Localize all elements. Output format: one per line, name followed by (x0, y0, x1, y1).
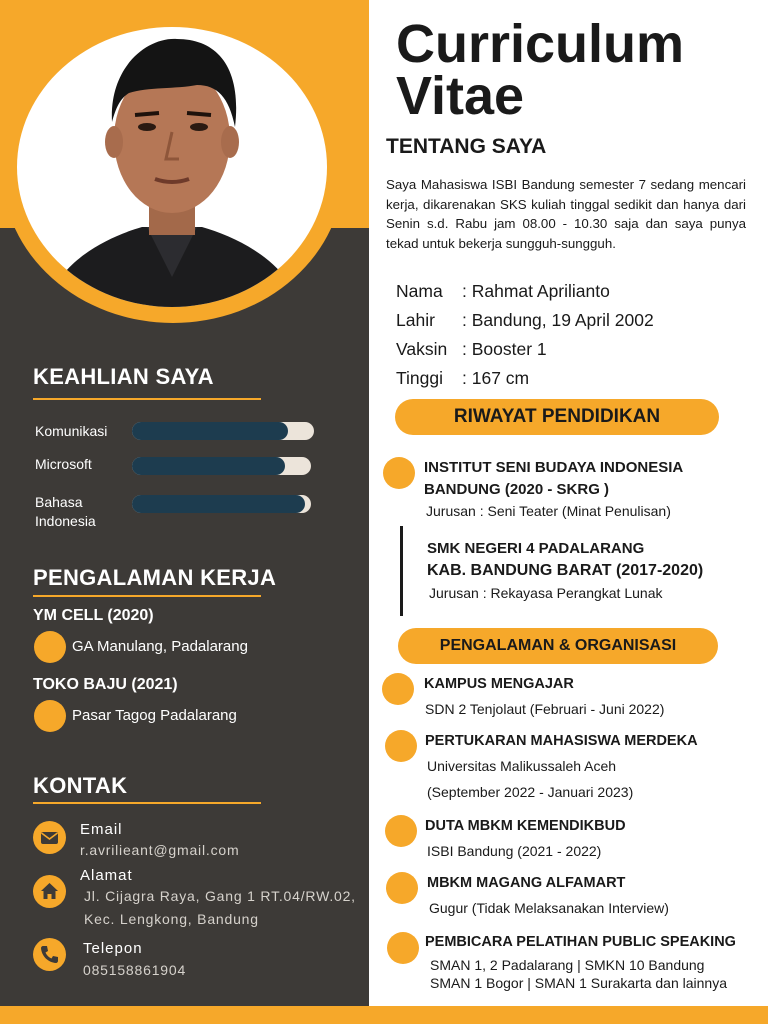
job-place: GA Manulang, Padalarang (72, 638, 248, 655)
cv-title-line1: Curriculum (396, 14, 685, 74)
phone-icon (33, 938, 66, 971)
address-label: Alamat (80, 867, 133, 884)
job-title: TOKO BAJU (2021) (33, 676, 178, 693)
skill-bar-fill (132, 495, 305, 513)
contact-divider (33, 802, 261, 804)
experience-title: KAMPUS MENGAJAR (424, 676, 574, 692)
phone-label: Telepon (83, 940, 143, 957)
skill-bar (132, 457, 311, 475)
skill-label: Microsoft (35, 456, 92, 472)
info-key: Vaksin (396, 339, 448, 359)
person-portrait (17, 27, 327, 307)
info-key: Tinggi (396, 368, 444, 388)
skill-label: Bahasa Indonesia (35, 494, 96, 529)
bullet-dot (34, 631, 66, 663)
email-icon (33, 821, 66, 854)
address-line2: Kec. Lengkong, Bandung (84, 911, 259, 927)
email-label: Email (80, 821, 123, 838)
cv-title-line2: Vitae (396, 66, 525, 126)
bullet-dot (382, 673, 414, 705)
home-icon (33, 875, 66, 908)
info-key: Nama (396, 281, 443, 301)
info-row-birth (396, 310, 654, 331)
experience-detail: Universitas Malikussaleh Aceh (427, 758, 617, 774)
experience-title: PERTUKARAN MAHASISWA MERDEKA (425, 733, 698, 749)
education-school (427, 538, 703, 582)
bullet-dot (383, 457, 415, 489)
work-heading: PENGALAMAN KERJA (33, 565, 277, 590)
skill-bar (132, 422, 314, 440)
skill-bar-fill (132, 422, 288, 440)
school-line1: SMK NEGERI 4 PADALARANG (427, 540, 645, 557)
bullet-dot (385, 815, 417, 847)
cv-title (396, 14, 685, 126)
profile-photo (17, 27, 327, 307)
bullet-dot (34, 700, 66, 732)
left-sidebar (0, 0, 369, 1006)
experience-detail: (September 2022 - Januari 2023) (427, 784, 634, 800)
job-place: Pasar Tagog Padalarang (72, 707, 237, 724)
skill-label: Komunikasi (35, 423, 108, 439)
education-school (424, 457, 683, 501)
about-heading: TENTANG SAYA (386, 135, 547, 158)
skill-bar-fill (132, 457, 285, 475)
address-line1: Jl. Cijagra Raya, Gang 1 RT.04/RW.02, (84, 888, 356, 904)
experience-detail: ISBI Bandung (2021 - 2022) (427, 843, 602, 859)
experience-detail: Gugur (Tidak Melaksanakan Interview) (429, 900, 669, 916)
education-major: Jurusan : Seni Teater (Minat Penulisan) (426, 503, 671, 519)
experience-detail: SMAN 1, 2 Padalarang | SMKN 10 Bandung (430, 957, 705, 973)
education-heading: RIWAYAT PENDIDIKAN (395, 399, 719, 435)
bullet-dot (385, 730, 417, 762)
info-key: Lahir (396, 310, 435, 330)
school-line2: BANDUNG (2020 - SKRG ) (424, 481, 610, 498)
info-value: : Bandung, 19 April 2002 (462, 310, 654, 330)
contact-heading: KONTAK (33, 773, 128, 798)
experience-title: PEMBICARA PELATIHAN PUBLIC SPEAKING (425, 934, 736, 950)
experience-detail: SDN 2 Tenjolaut (Februari - Juni 2022) (425, 701, 665, 717)
education-major: Jurusan : Rekayasa Perangkat Lunak (429, 585, 663, 601)
bullet-dot (387, 932, 419, 964)
timeline-line (400, 526, 403, 616)
about-text: Saya Mahasiswa ISBI Bandung semester 7 sedang mencari kerja, dikarenakan SKS kuliah tinggal sedikit dan hanya dari Senin s.d. Rabu jam 08.00 - 10.30 saja dan saya punya tekad untuk bekerja sungguh-sungguh. (386, 177, 746, 251)
info-value: : Booster 1 (462, 339, 547, 359)
school-line2: KAB. BANDUNG BARAT (2017-2020) (427, 562, 704, 579)
bullet-dot (386, 872, 418, 904)
skill-bar (132, 495, 311, 513)
experience-detail: SMAN 1 Bogor | SMAN 1 Surakarta dan lainnya (430, 975, 728, 991)
info-row-height (396, 368, 529, 389)
phone-value[interactable]: 085158861904 (83, 962, 187, 978)
school-line1: INSTITUT SENI BUDAYA INDONESIA (424, 459, 684, 476)
work-divider (33, 595, 261, 597)
info-row-vaccine (396, 339, 547, 360)
job-title: YM CELL (2020) (33, 607, 154, 624)
email-value[interactable]: r.avrilieant@gmail.com (80, 842, 240, 858)
experience-title: DUTA MBKM KEMENDIKBUD (425, 818, 626, 834)
info-value: : 167 cm (462, 368, 530, 388)
skills-heading: KEAHLIAN SAYA (33, 364, 214, 389)
skills-divider (33, 398, 261, 400)
experience-heading: PENGALAMAN & ORGANISASI (398, 628, 718, 664)
info-value: : Rahmat Aprilianto (462, 281, 610, 301)
experience-title: MBKM MAGANG ALFAMART (427, 875, 626, 891)
bottom-accent-bar (0, 1006, 768, 1024)
info-row-name (396, 281, 610, 302)
